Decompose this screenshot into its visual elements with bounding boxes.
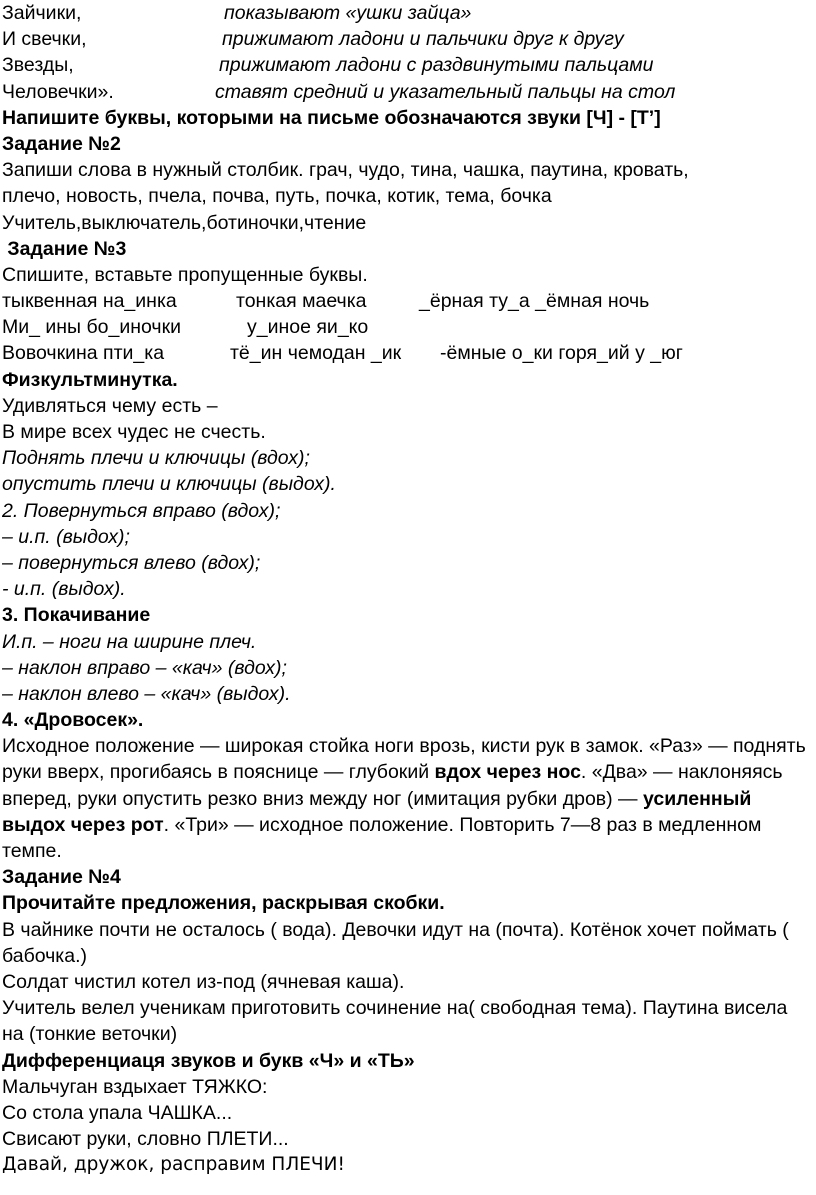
rhyme-action: показывают «ушки зайца»: [224, 2, 472, 24]
fizminutka-title: Физкультминутка.: [2, 368, 178, 391]
exercise3-title: 3. Покачивание: [2, 604, 151, 627]
rhyme-word: Зайчики,: [2, 2, 82, 24]
poem-line: Удивляться чему есть –: [2, 394, 218, 417]
exercise-step: – и.п. (выдох);: [2, 525, 130, 548]
exercise-step: опустить плечи и ключицы (выдох).: [2, 473, 336, 496]
exercise-step: Поднять плечи и ключицы (вдох);: [2, 447, 310, 470]
task3-item: у_иное яи_ко: [247, 316, 369, 339]
task4-instruction: Прочитайте предложения, раскрывая скобки.: [2, 892, 445, 915]
task2-title: Задание №2: [2, 132, 121, 155]
task3-item: Ми_ ины бо_иночки: [2, 316, 182, 339]
exercise-step: – наклон влево – «кач» (выдох).: [2, 682, 291, 705]
task3-item: тыквенная на_инка: [2, 290, 177, 313]
diff-title: Дифференциаця звуков и букв «Ч» и «ТЬ»: [2, 1049, 415, 1072]
task2-line: Учитель,выключатель,ботиночки,чтение: [2, 211, 367, 234]
exercise-step: - и.п. (выдох).: [2, 578, 126, 601]
task3-row: [2, 288, 816, 314]
task2-line: Запиши слова в нужный столбик. грач, чудо, тина, чашка, паутина, кровать,: [2, 159, 689, 182]
rhyme-row: [2, 26, 816, 52]
exercise4-bold: вдох через нос: [434, 761, 581, 784]
exercise4-title: 4. «Дровосек».: [2, 709, 144, 732]
task3-item: _ёрная ту_а _ёмная ночь: [419, 290, 650, 313]
task3-item: тонкая маечка: [236, 290, 367, 313]
exercise4-text: . «Три» — исходное положение. Повторить 7—8 раз в медленном темпе.: [2, 813, 762, 863]
task2-line: плечо, новость, пчела, почва, путь, почка, котик, тема, бочка: [2, 185, 552, 208]
rhyme-action: ставят средний и указательный пальцы на стол: [215, 80, 676, 103]
task4-paragraph: В чайнике почти не осталось ( вода). Девочки идут на (почта). Котёнок хочет поймать ( бабочка.): [2, 918, 789, 967]
rhyme-word: Звезды,: [2, 54, 74, 77]
heading-ch-t: Напишите буквы, которыми на письме обозначаются звуки [Ч] - [Т’]: [2, 106, 661, 129]
task4-paragraph: Учитель велел ученикам приготовить сочинение на( свободная тема). Паутина висела на (тонкие веточки): [2, 997, 788, 1046]
task4-title: Задание №4: [2, 866, 121, 889]
exercise-step: – повернуться влево (вдох);: [2, 551, 261, 574]
exercise4-text: Исходное положение — широкая стойка ноги врозь, кисти рук в замок. «Раз» — поднять руки вверх, прогибаясь в пояснице — глубокий: [2, 735, 806, 784]
diff-line: Давай, дружок, расправим ПЛЕЧИ!: [2, 1154, 345, 1176]
rhyme-action: прижимают ладони с раздвинутыми пальцами: [219, 54, 654, 77]
task3-item: -ёмные о_ки горя_ий у _юг: [440, 342, 683, 365]
exercise-step: – наклон вправо – «кач» (вдох);: [2, 656, 287, 679]
rhyme-row: [2, 79, 816, 105]
task3-item: тё_ин чемодан _ик: [230, 342, 402, 365]
rhyme-word: Человечки».: [2, 80, 114, 103]
exercise4-text: . «Два» — наклоняясь вперед, руки опустить резко вниз между ног (имитация рубки дров) —: [2, 761, 783, 810]
task3-title: Задание №3: [2, 237, 127, 260]
task4-paragraph: Солдат чистил котел из-под (ячневая каша).: [2, 971, 405, 994]
exercise-step: 2. Повернуться вправо (вдох);: [2, 499, 281, 522]
task3-row: [2, 314, 816, 340]
exercise4-bold: усиленный выдох через рот: [2, 787, 752, 836]
exercise-step: И.п. – ноги на ширине плеч.: [2, 630, 257, 653]
exercise4-paragraph: [2, 733, 814, 864]
rhyme-row: [2, 0, 816, 26]
diff-line: Со стола упала ЧАШКА...: [2, 1102, 233, 1125]
rhyme-action: прижимают ладони и пальчики друг к другу: [222, 28, 624, 51]
task3-item: Вовочкина пти_ка: [2, 342, 165, 365]
rhyme-row: [2, 52, 816, 78]
diff-line: Мальчуган вздыхает ТЯЖКО:: [2, 1075, 268, 1098]
poem-line: В мире всех чудес не счесть.: [2, 421, 266, 443]
task3-instruction: Спишите, вставьте пропущенные буквы.: [2, 263, 368, 286]
rhyme-word: И свечки,: [2, 28, 87, 51]
task3-row: [2, 340, 816, 366]
diff-line: Свисают руки, словно ПЛЕТИ...: [2, 1128, 289, 1151]
